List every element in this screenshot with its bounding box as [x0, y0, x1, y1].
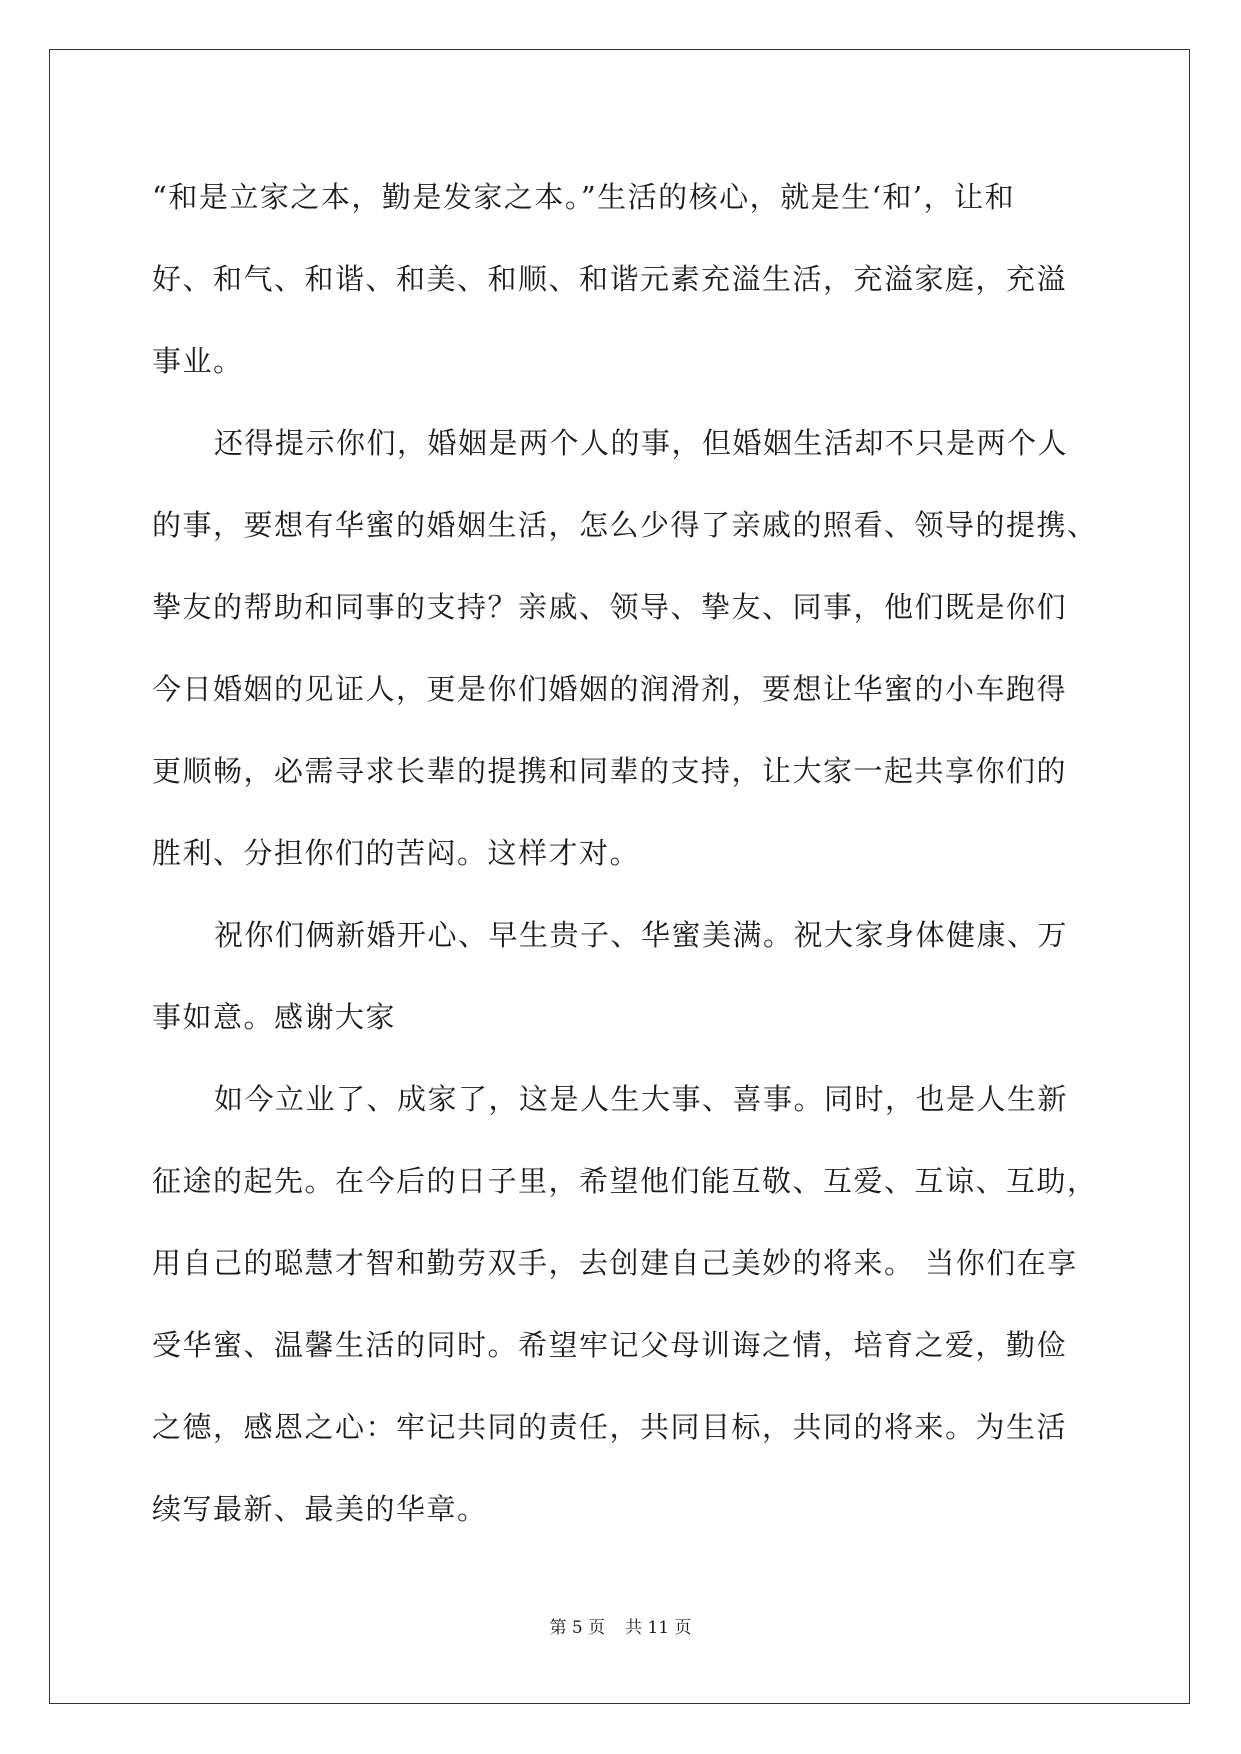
text-line: 征途的起先。在今后的日子里，希望他们能互敬、互爱、互谅、互助， — [152, 1164, 1098, 1198]
text-line: 更顺畅，必需寻求长辈的提携和同辈的支持，让大家一起共享你们的 — [152, 754, 1068, 788]
text-line: 事业。 — [152, 344, 244, 378]
text-line: 胜利、分担你们的苦闷。这样才对。 — [152, 836, 641, 870]
text-line: “和是立家之本，勤是发家之本。”生活的核心，就是生‘和’，让和 — [152, 180, 1016, 214]
text-line: 的事，要想有华蜜的婚姻生活，怎么少得了亲戚的照看、领导的提携、 — [152, 508, 1098, 542]
text-line: 今日婚姻的见证人，更是你们婚姻的润滑剂，要想让华蜜的小车跑得 — [152, 672, 1068, 706]
current-page-indicator: 第 5 页 — [549, 1618, 606, 1638]
page-footer — [0, 1613, 1241, 1638]
text-line: 受华蜜、温馨生活的同时。希望牢记父母训诲之情，培育之爱，勤俭 — [152, 1328, 1068, 1362]
text-line: 用自己的聪慧才智和勤劳双手，去创建自己美妙的将来。 当你们在享 — [152, 1246, 1078, 1280]
document-body — [152, 156, 1098, 1550]
paragraph — [152, 402, 1098, 894]
paragraph — [152, 156, 1092, 402]
text-line: 如今立业了、成家了，这是人生大事、喜事。同时，也是人生新 — [214, 1082, 1069, 1116]
text-line: 事如意。感谢大家 — [152, 1000, 397, 1034]
text-line: 之德，感恩之心：牢记共同的责任，共同目标，共同的将来。为生活 — [152, 1410, 1068, 1444]
paragraph — [152, 1058, 1098, 1550]
text-line: 祝你们俩新婚开心、早生贵子、华蜜美满。祝大家身体健康、万 — [214, 918, 1069, 952]
text-line: 好、和气、和谐、和美、和顺、和谐元素充溢生活，充溢家庭，充溢 — [152, 262, 1068, 296]
text-line: 挚友的帮助和同事的支持？亲戚、领导、挚友、同事，他们既是你们 — [152, 590, 1068, 624]
text-line: 续写最新、最美的华章。 — [152, 1492, 488, 1526]
total-pages-indicator: 共 11 页 — [625, 1618, 692, 1638]
text-line: 还得提示你们，婚姻是两个人的事，但婚姻生活却不只是两个人 — [214, 426, 1069, 460]
paragraph — [152, 894, 1092, 1058]
